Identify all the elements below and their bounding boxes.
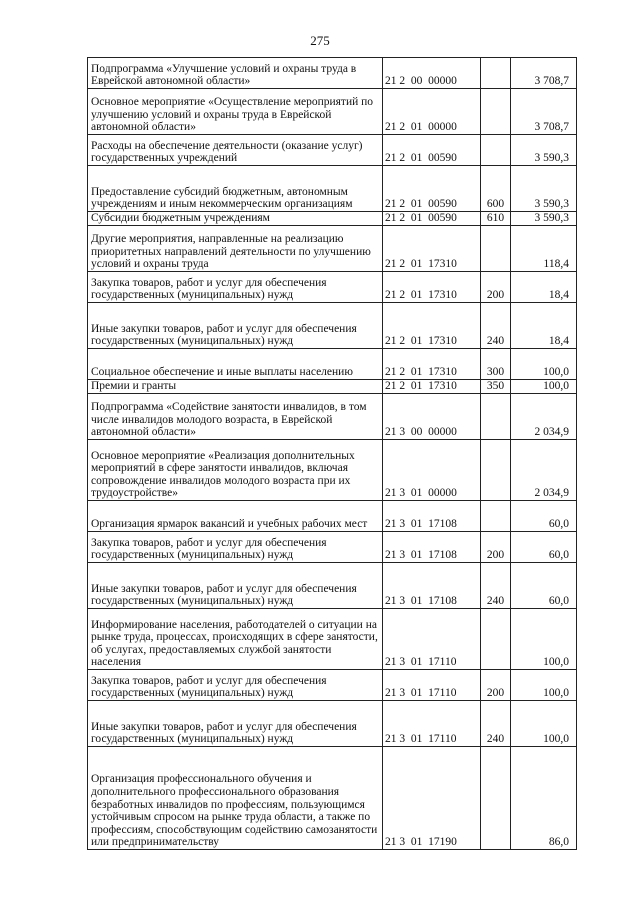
row-name: Премии и гранты: [88, 380, 383, 394]
row-amount: 60,0: [511, 532, 577, 563]
row-expense-type: [481, 440, 511, 501]
table-row: [88, 609, 577, 670]
row-amount: 100,0: [511, 609, 577, 670]
row-expense-type: [481, 226, 511, 272]
row-name: Подпрограмма «Содействие занятости инвалидов, в том числе инвалидов молодого возраста, в Еврейской автономной области»: [88, 394, 383, 440]
row-name: Другие мероприятия, направленные на реализацию приоритетных направлений деятельности по улучшению условий и охраны труда: [88, 226, 383, 272]
row-name: Основное мероприятие «Осуществление мероприятий по улучшению условий и охраны труда в Еврейской автономной области»: [88, 89, 383, 135]
row-expense-type: 240: [481, 701, 511, 747]
row-code: 21 2 01 17310: [383, 226, 481, 272]
table-row: [88, 303, 577, 349]
row-expense-type: [481, 609, 511, 670]
table-row: [88, 440, 577, 501]
row-code: 21 3 01 17110: [383, 670, 481, 701]
row-code: 21 2 01 00590: [383, 212, 481, 226]
row-code: 21 3 01 17108: [383, 501, 481, 532]
row-code: 21 2 01 17310: [383, 303, 481, 349]
row-amount: 2 034,9: [511, 394, 577, 440]
row-name: Иные закупки товаров, работ и услуг для обеспечения государственных (муниципальных) нужд: [88, 303, 383, 349]
row-name: Организация ярмарок вакансий и учебных рабочих мест: [88, 501, 383, 532]
row-name: Основное мероприятие «Реализация дополнительных мероприятий в сфере занятости инвалидов, включая сопровождение инвалидов молодого возраста при их трудоустройстве»: [88, 440, 383, 501]
table-row: [88, 89, 577, 135]
row-code: 21 2 00 00000: [383, 58, 481, 89]
row-amount: 100,0: [511, 670, 577, 701]
table-row: [88, 670, 577, 701]
table-row: [88, 135, 577, 166]
row-code: 21 2 01 17310: [383, 380, 481, 394]
row-expense-type: 350: [481, 380, 511, 394]
row-name: Социальное обеспечение и иные выплаты населению: [88, 349, 383, 380]
row-name: Иные закупки товаров, работ и услуг для обеспечения государственных (муниципальных) нужд: [88, 563, 383, 609]
row-amount: 100,0: [511, 349, 577, 380]
row-expense-type: [481, 501, 511, 532]
row-expense-type: [481, 58, 511, 89]
row-name: Расходы на обеспечение деятельности (оказание услуг) государственных учреждений: [88, 135, 383, 166]
row-name: Закупка товаров, работ и услуг для обеспечения государственных (муниципальных) нужд: [88, 670, 383, 701]
row-name: Субсидии бюджетным учреждениям: [88, 212, 383, 226]
row-name: Закупка товаров, работ и услуг для обеспечения государственных (муниципальных) нужд: [88, 272, 383, 303]
row-amount: 100,0: [511, 380, 577, 394]
row-name: Организация профессионального обучения и дополнительного профессионального образования безработных инвалидов по профессиям, пользующимся устойчивым спросом на рынке труда области, а также по профессиям, способствующим содействию самозанятости или предпринимательству: [88, 747, 383, 850]
row-amount: 3 590,3: [511, 166, 577, 212]
table-row: [88, 701, 577, 747]
row-amount: 3 590,3: [511, 135, 577, 166]
row-code: 21 3 01 00000: [383, 440, 481, 501]
table-row: [88, 380, 577, 394]
table-row: [88, 747, 577, 850]
row-expense-type: [481, 747, 511, 850]
row-code: 21 2 01 00000: [383, 89, 481, 135]
budget-table: [87, 57, 577, 850]
table-row: [88, 58, 577, 89]
row-code: 21 3 01 17108: [383, 563, 481, 609]
row-expense-type: 240: [481, 303, 511, 349]
table-row: [88, 349, 577, 380]
page-number: 275: [310, 33, 330, 48]
table-row: [88, 532, 577, 563]
row-expense-type: 200: [481, 272, 511, 303]
row-expense-type: 200: [481, 532, 511, 563]
row-name: Подпрограмма «Улучшение условий и охраны труда в Еврейской автономной области»: [88, 58, 383, 89]
table-row: [88, 166, 577, 212]
row-expense-type: 600: [481, 166, 511, 212]
row-expense-type: [481, 135, 511, 166]
row-code: 21 3 00 00000: [383, 394, 481, 440]
row-amount: 118,4: [511, 226, 577, 272]
row-code: 21 3 01 17110: [383, 701, 481, 747]
row-code: 21 2 01 17310: [383, 349, 481, 380]
row-amount: 100,0: [511, 701, 577, 747]
table-row: [88, 563, 577, 609]
row-amount: 3 708,7: [511, 58, 577, 89]
row-name: Иные закупки товаров, работ и услуг для обеспечения государственных (муниципальных) нужд: [88, 701, 383, 747]
row-amount: 86,0: [511, 747, 577, 850]
row-expense-type: 300: [481, 349, 511, 380]
row-name: Закупка товаров, работ и услуг для обеспечения государственных (муниципальных) нужд: [88, 532, 383, 563]
table-row: [88, 212, 577, 226]
row-expense-type: 240: [481, 563, 511, 609]
table-row: [88, 226, 577, 272]
table-row: [88, 272, 577, 303]
row-name: Предоставление субсидий бюджетным, автономным учреждениям и иным некоммерческим организациям: [88, 166, 383, 212]
row-expense-type: 610: [481, 212, 511, 226]
row-amount: 18,4: [511, 303, 577, 349]
row-amount: 60,0: [511, 563, 577, 609]
row-code: 21 3 01 17110: [383, 609, 481, 670]
table-row: [88, 501, 577, 532]
row-expense-type: [481, 89, 511, 135]
row-amount: 3 590,3: [511, 212, 577, 226]
row-expense-type: 200: [481, 670, 511, 701]
row-name: Информирование населения, работодателей о ситуации на рынке труда, процессах, происходящих в сфере занятости, об услугах, предоставляемых службой занятости населения: [88, 609, 383, 670]
row-code: 21 2 01 00590: [383, 135, 481, 166]
row-amount: 60,0: [511, 501, 577, 532]
row-code: 21 2 01 17310: [383, 272, 481, 303]
row-amount: 3 708,7: [511, 89, 577, 135]
row-amount: 18,4: [511, 272, 577, 303]
table-row: [88, 394, 577, 440]
row-code: 21 3 01 17190: [383, 747, 481, 850]
row-expense-type: [481, 394, 511, 440]
budget-table-body: [88, 58, 577, 850]
row-amount: 2 034,9: [511, 440, 577, 501]
row-code: 21 2 01 00590: [383, 166, 481, 212]
row-code: 21 3 01 17108: [383, 532, 481, 563]
